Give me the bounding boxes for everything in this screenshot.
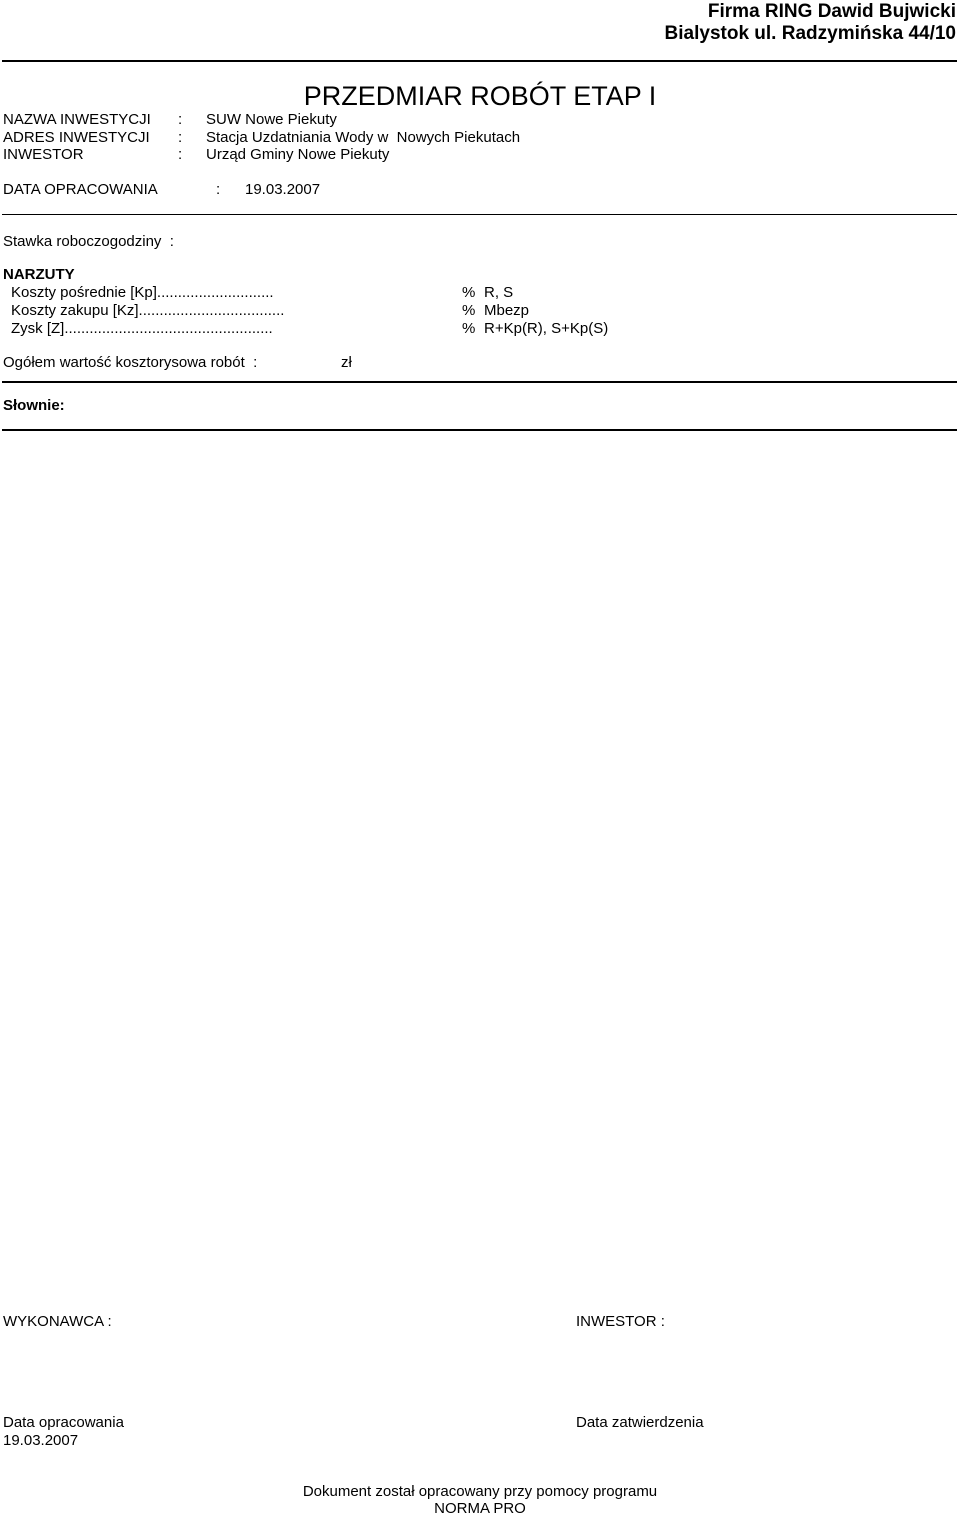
surcharges-title: NARZUTY: [3, 266, 75, 283]
info-label-investor: INWESTOR: [3, 146, 84, 163]
prepared-date-label: Data opracowania: [3, 1414, 124, 1431]
investor-signature-label: INWESTOR :: [576, 1313, 665, 1330]
info-sep: :: [178, 129, 183, 146]
surcharge-label-purchase: Koszty zakupu [Kz]...................................: [11, 302, 285, 319]
date-sep: :: [216, 181, 221, 198]
info-label-address: ADRES INWESTYCJI: [3, 129, 150, 146]
header-divider: [2, 60, 957, 62]
prepared-date-value: 19.03.2007: [3, 1432, 79, 1449]
words-divider: [2, 429, 957, 431]
date-value: 19.03.2007: [245, 181, 321, 198]
firm-name: Firma RING Dawid Bujwicki: [707, 1, 956, 22]
footer-program: NORMA PRO: [434, 1500, 526, 1517]
total-divider: [2, 381, 957, 383]
page-title: PRZEDMIAR ROBÓT ETAP I: [303, 81, 657, 111]
surcharge-unit: %: [462, 284, 476, 301]
surcharge-label-indirect: Koszty pośrednie [Kp]............................: [11, 284, 274, 301]
total-label: Ogółem wartość kosztorysowa robót :: [3, 354, 258, 371]
surcharge-basis: Mbezp: [484, 302, 530, 319]
info-value-investor: Urząd Gminy Nowe Piekuty: [206, 146, 390, 163]
approved-date-label: Data zatwierdzenia: [576, 1414, 704, 1431]
info-value-address: Stacja Uzdatniania Wody w Nowych Piekutach: [206, 129, 521, 146]
contractor-label: WYKONAWCA :: [3, 1313, 112, 1330]
surcharge-unit: %: [462, 302, 476, 319]
date-divider: [2, 214, 957, 215]
info-label-name: NAZWA INWESTYCJI: [3, 111, 151, 128]
info-value-name: SUW Nowe Piekuty: [206, 111, 337, 128]
words-label: Słownie:: [3, 397, 65, 414]
rate-label: Stawka roboczogodziny :: [3, 233, 174, 250]
footer-note: Dokument został opracowany przy pomocy programu: [302, 1483, 658, 1500]
surcharge-label-profit: Zysk [Z]..................................................: [11, 320, 273, 337]
surcharge-basis: R, S: [484, 284, 514, 301]
date-label: DATA OPRACOWANIA: [3, 181, 158, 198]
total-currency: zł: [341, 354, 352, 371]
info-sep: :: [178, 146, 183, 163]
firm-address: Bialystok ul. Radzymińska 44/10: [664, 23, 956, 44]
info-sep: :: [178, 111, 183, 128]
surcharge-unit: %: [462, 320, 476, 337]
surcharge-basis: R+Kp(R), S+Kp(S): [484, 320, 609, 337]
